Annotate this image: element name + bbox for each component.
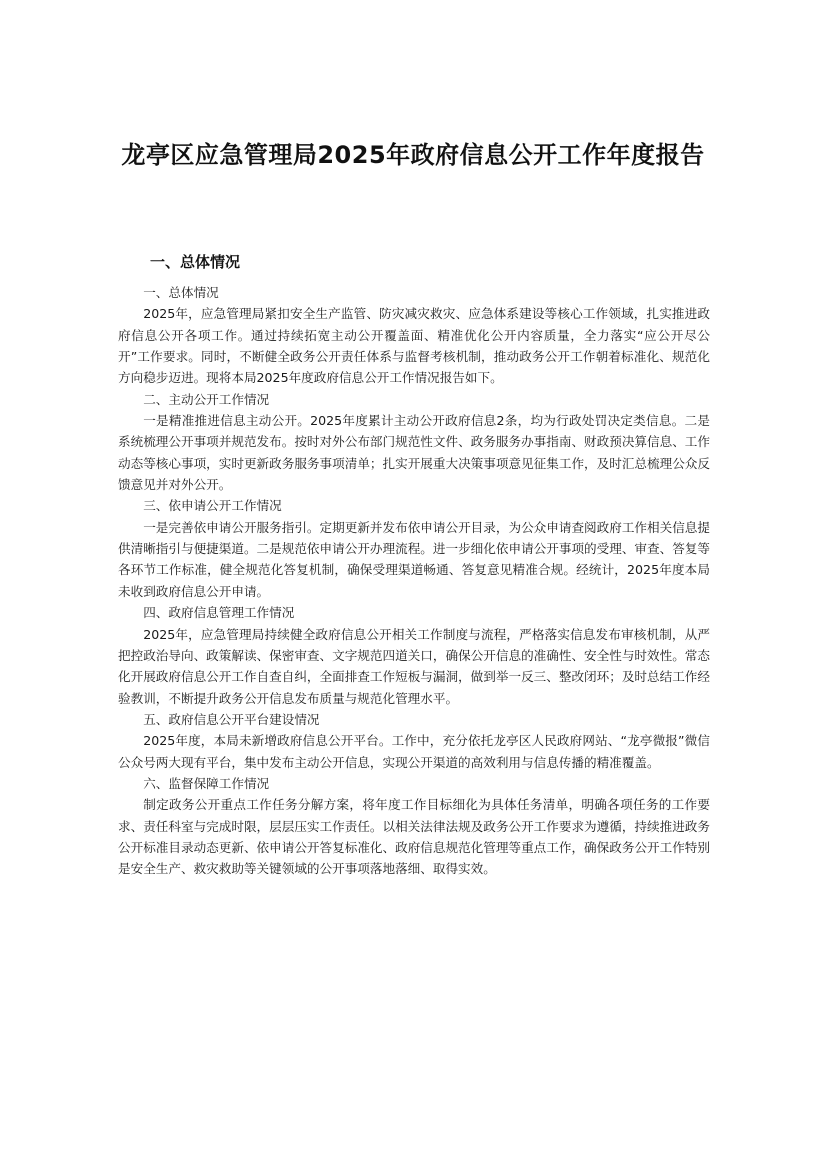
section-4-body: 2025年，应急管理局持续健全政府信息公开相关工作制度与流程，严格落实信息发布审核机制，从严把控政治导向、政策解读、保密审查、文字规范四道关口，确保公开信息的准确性、安全性与时效性。常态化开展政府信息公开工作自查自纠，全面排查工作短板与漏洞，做到举一反三、整改闭环；及时总结工作经验教训，不断提升政务公开信息发布质量与规范化管理水平。	[118, 626, 710, 706]
section-3-body: 一是完善依申请公开服务指引。定期更新并发布依申请公开目录，为公众申请查阅政府工作相关信息提供清晰指引与便捷渠道。二是规范依申请公开办理流程。进一步细化依申请公开事项的受理、审查、答复等各环节工作标准，健全规范化答复机制，确保受理渠道畅通、答复意见精准合规。经统计，2025年度本局未收到政府信息公开申请。	[118, 519, 710, 599]
document-body	[118, 282, 710, 880]
section-2-heading: 二、主动公开工作情况	[143, 391, 270, 407]
section-1-body: 2025年，应急管理局紧扣安全生产监管、防灾减灾救灾、应急体系建设等核心工作领域，扎实推进政府信息公开各项工作。通过持续拓宽主动公开覆盖面、精准优化公开内容质量，全力落实“应公开尽公开”工作要求。同时，不断健全政务公开责任体系与监督考核机制，推动政务公开工作朝着标准化、规范化方向稳步迈进。现将本局2025年度政府信息公开工作情况报告如下。	[118, 306, 710, 386]
section-6-body: 制定政务公开重点工作任务分解方案，将年度工作目标细化为具体任务清单，明确各项任务的工作要求、责任科室与完成时限，层层压实工作责任。以相关法律法规及政务公开工作要求为遵循，持续推进政务公开标准目录动态更新、依申请公开答复标准化、政府信息规范化管理等重点工作，确保政务公开工作特别是安全生产、救灾救助等关键领域的公开事项落地落细、取得实效。	[118, 797, 710, 877]
document-title: 龙亭区应急管理局2025年政府信息公开工作年度报告	[121, 141, 705, 169]
main-section-heading: 一、总体情况	[150, 253, 241, 271]
section-6-heading: 六、监督保障工作情况	[143, 775, 270, 791]
section-5-heading: 五、政府信息公开平台建设情况	[143, 711, 320, 727]
section-5-body: 2025年度，本局未新增政府信息公开平台。工作中，充分依托龙亭区人民政府网站、“龙亭微报”微信公众号两大现有平台，集中发布主动公开信息，实现公开渠道的高效利用与信息传播的精准覆盖。	[118, 733, 710, 770]
section-1-heading: 一、总体情况	[143, 285, 219, 300]
section-4-heading: 四、政府信息管理工作情况	[143, 605, 295, 621]
section-2-body: 一是精准推进信息主动公开。2025年度累计主动公开政府信息2条，均为行政处罚决定类信息。二是系统梳理公开事项并规范发布。按时对外公布部门规范性文件、政务服务办事指南、财政预决算信息、工作动态等核心事项，实时更新政务服务事项清单；扎实开展重大决策事项意见征集工作，及时汇总梳理公众反馈意见并对外公开。	[118, 413, 710, 493]
section-3-heading: 三、依申请公开工作情况	[143, 498, 282, 514]
